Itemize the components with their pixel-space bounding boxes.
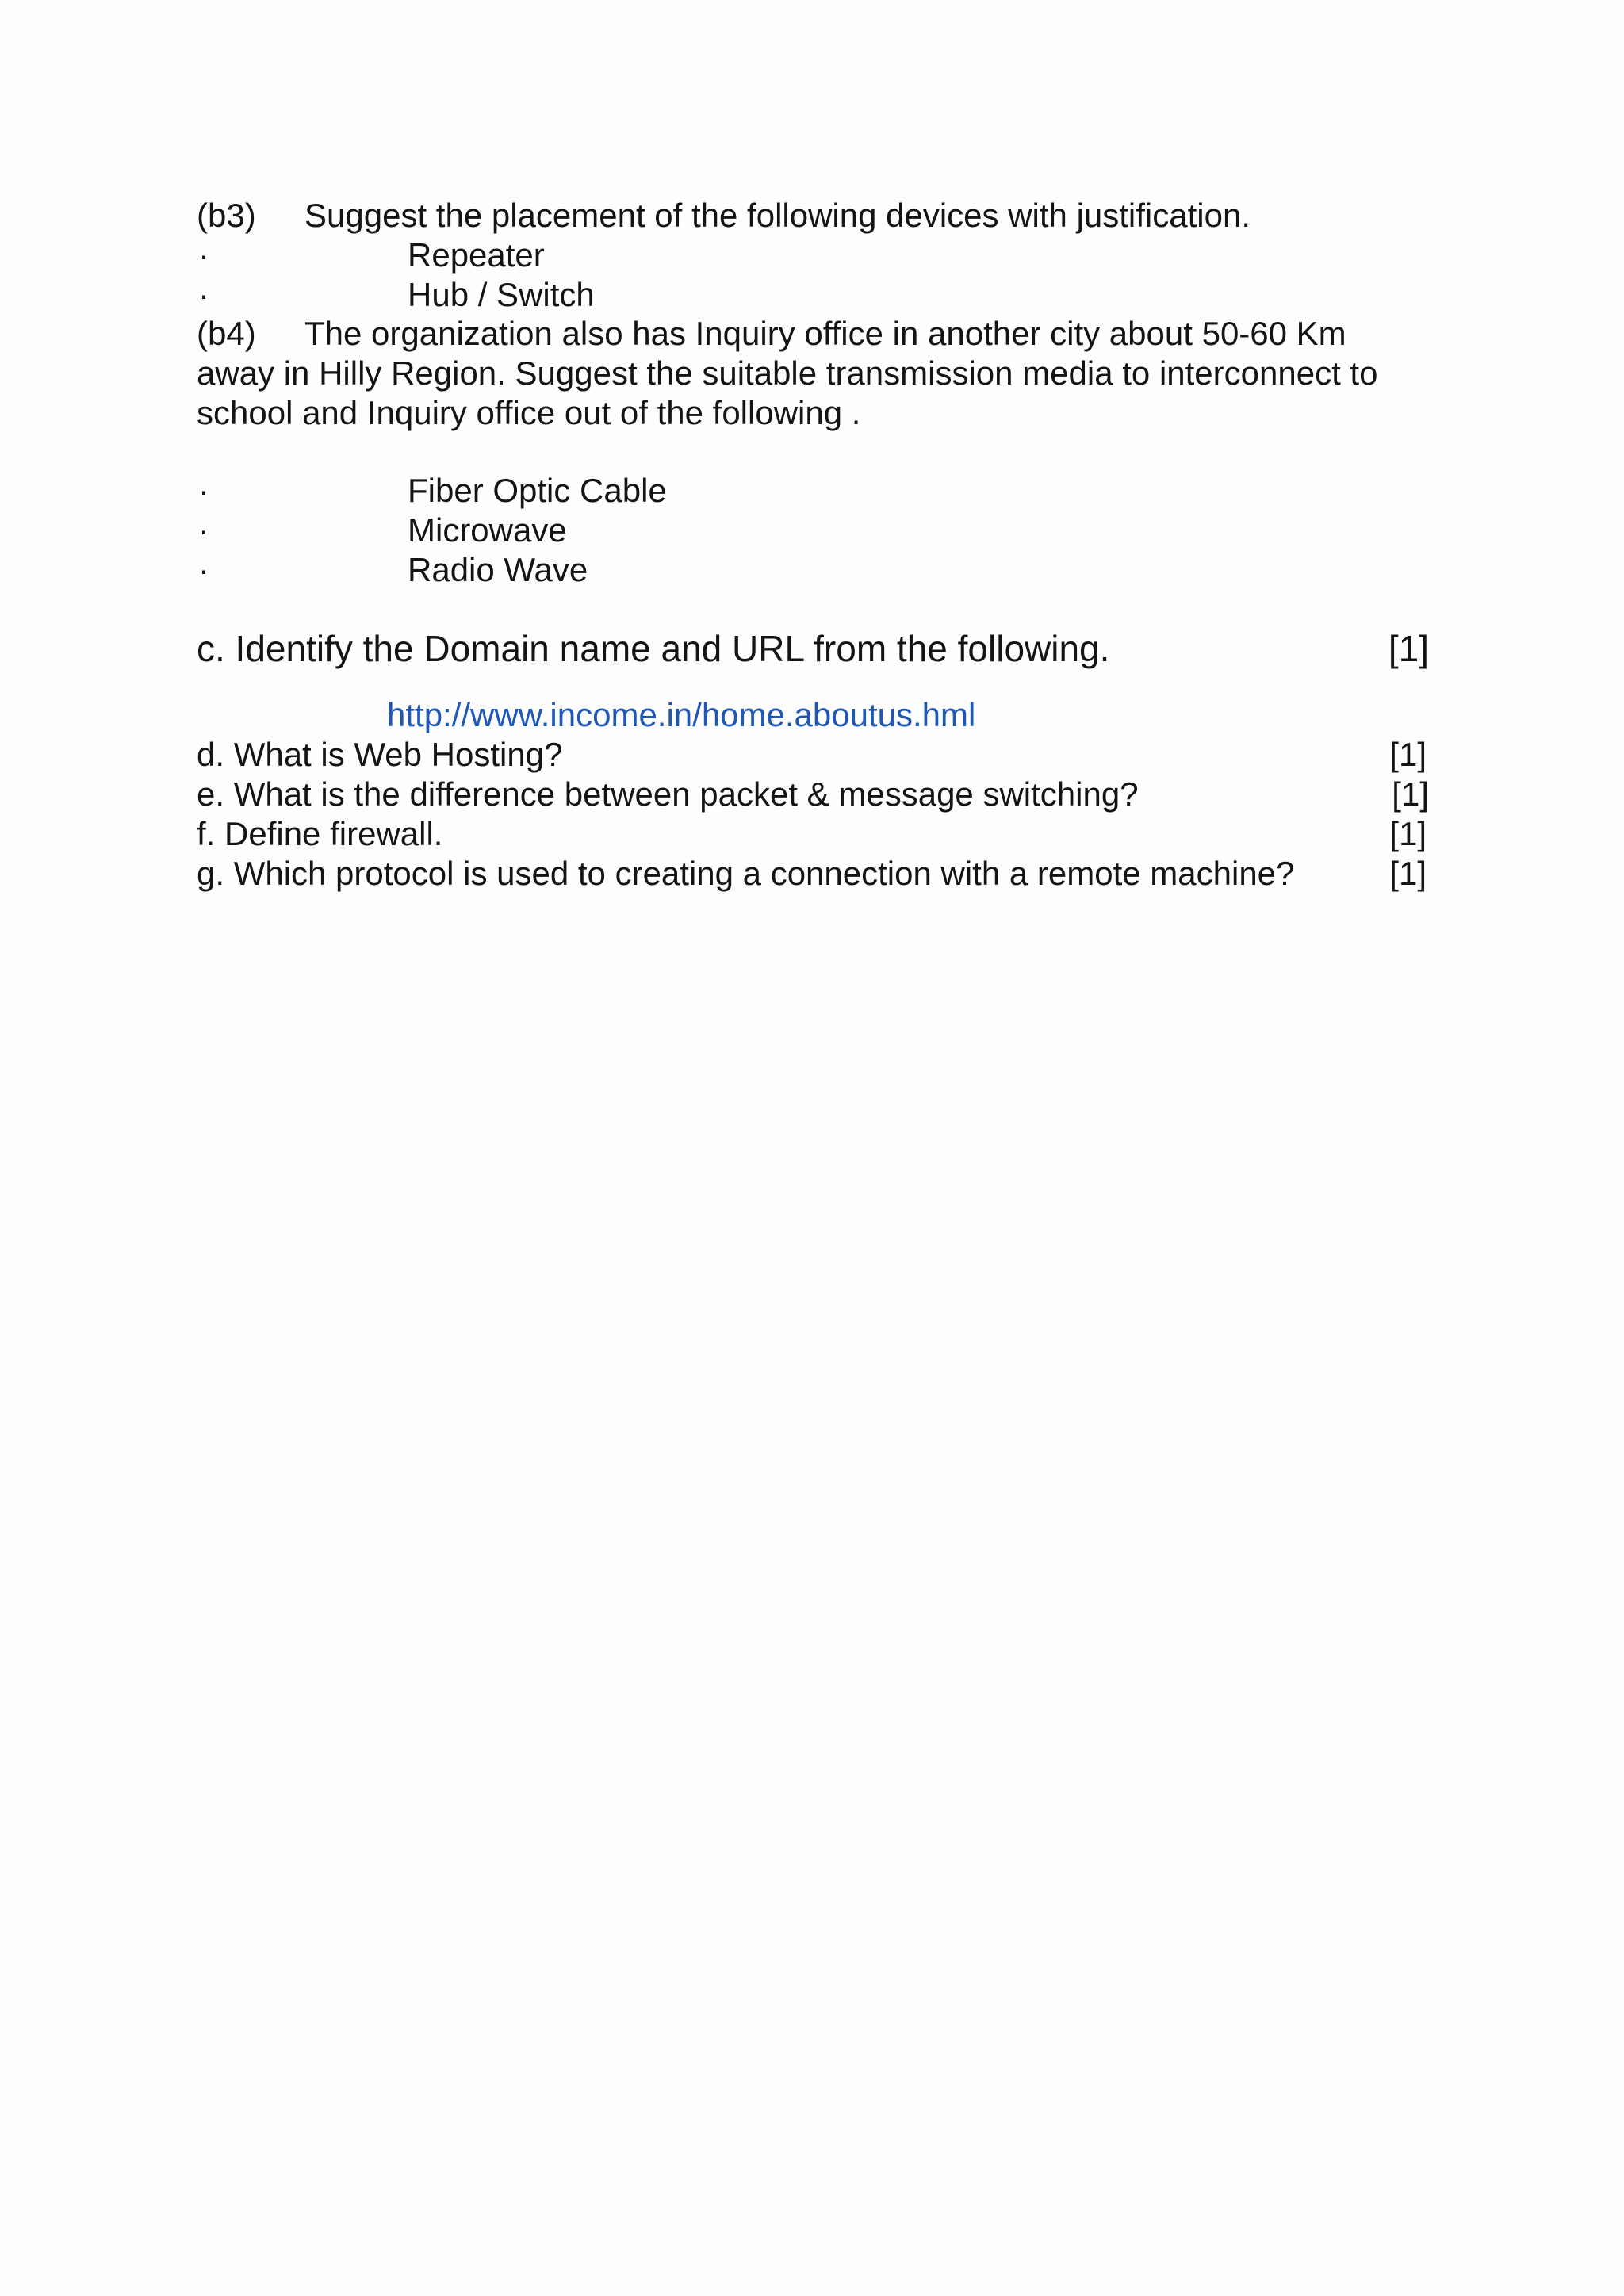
question-d-text: d. What is Web Hosting? (197, 736, 563, 773)
bullet-symbol: · (198, 551, 209, 588)
bullet-symbol: · (198, 236, 209, 274)
bullet-symbol: · (198, 276, 209, 313)
question-b3-label: (b3) (197, 197, 256, 234)
question-f-marks: [1] (1389, 815, 1427, 852)
question-b4-label: (b4) (197, 315, 256, 352)
question-g-text: g. Which protocol is used to creating a connection with a remote machine? (197, 855, 1295, 892)
question-c-marks: [1] (1388, 628, 1429, 669)
question-b4-text-line3: school and Inquiry office out of the following . (197, 394, 861, 431)
list-item-repeater: Repeater (408, 236, 545, 274)
question-d-marks: [1] (1389, 736, 1427, 773)
question-g-marks: [1] (1389, 855, 1427, 892)
question-c-text: c. Identify the Domain name and URL from the following. (197, 628, 1110, 669)
question-e-text: e. What is the difference between packet & message switching? (197, 775, 1139, 813)
question-b4-text-line2: away in Hilly Region. Suggest the suitable transmission media to interconnect to (197, 354, 1378, 392)
list-item-fiber-optic: Fiber Optic Cable (408, 472, 667, 509)
url-link[interactable]: http://www.income.in/home.aboutus.hml (387, 696, 976, 733)
bullet-symbol: · (198, 472, 209, 509)
list-item-microwave: Microwave (408, 511, 567, 549)
list-item-hub-switch: Hub / Switch (408, 276, 595, 313)
question-b4-text-line1: The organization also has Inquiry office in another city about 50-60 Km (304, 315, 1346, 352)
list-item-radio-wave: Radio Wave (408, 551, 588, 588)
bullet-symbol: · (198, 511, 209, 549)
question-b3-text: Suggest the placement of the following devices with justification. (304, 197, 1251, 234)
question-f-text: f. Define firewall. (197, 815, 443, 852)
question-e-marks: [1] (1392, 775, 1429, 813)
